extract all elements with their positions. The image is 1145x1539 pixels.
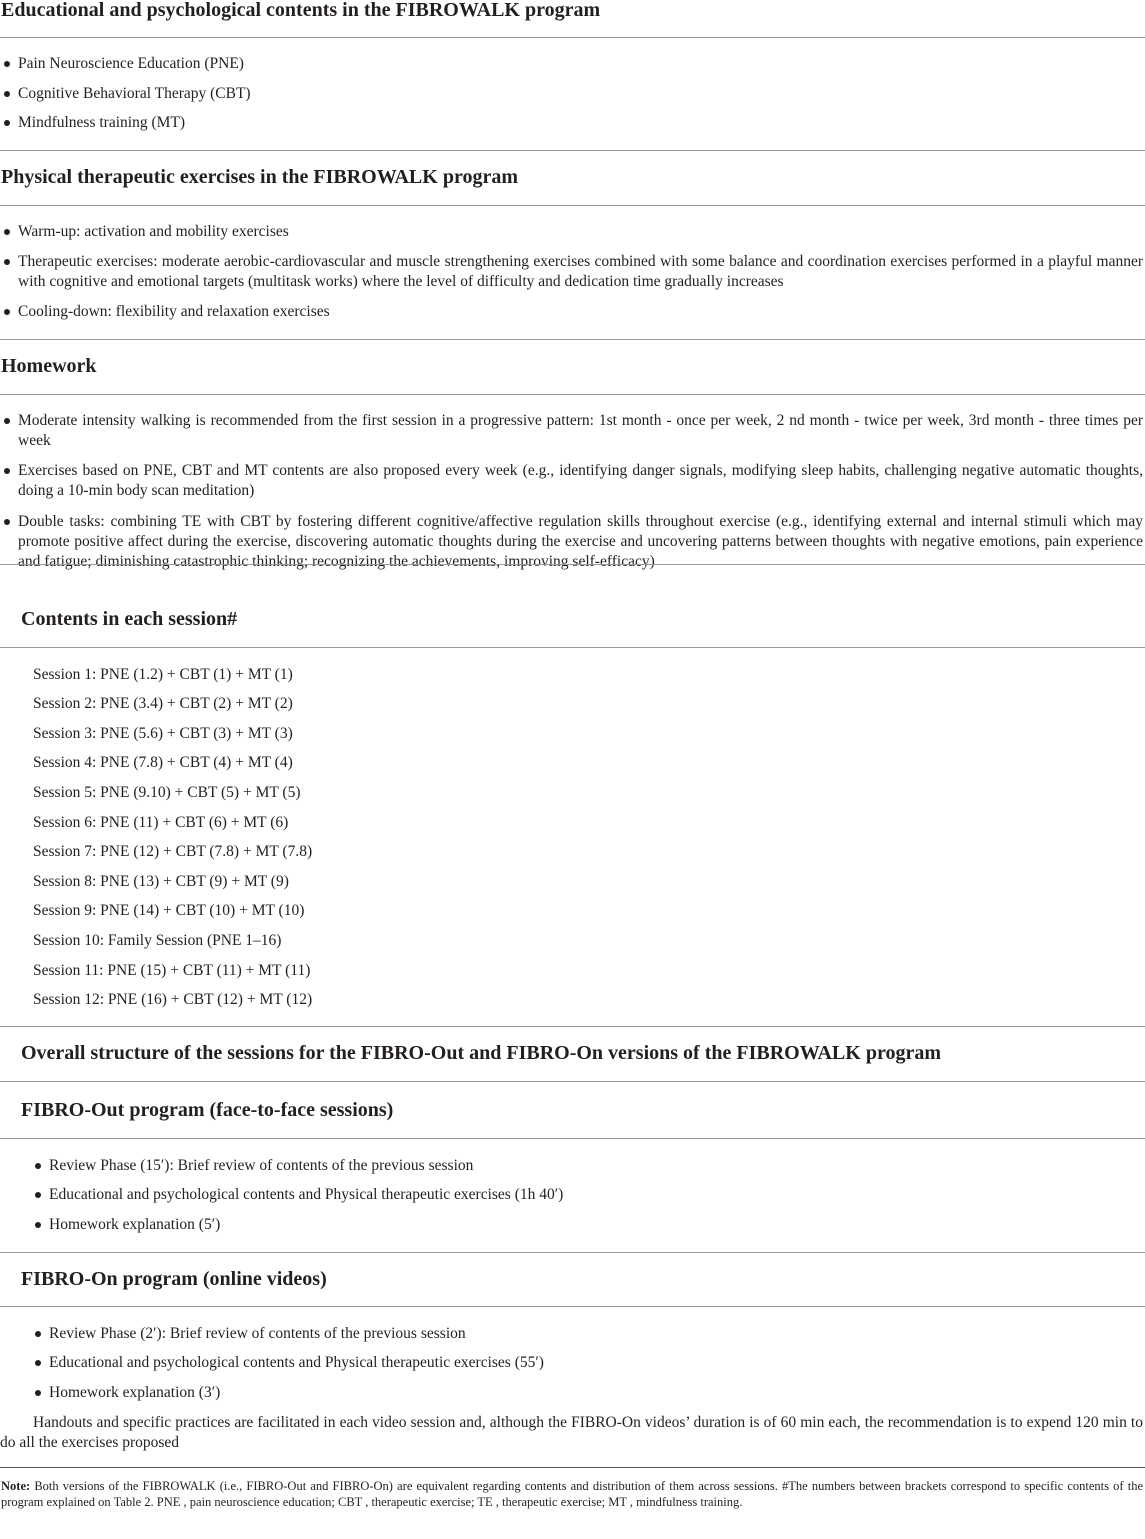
divider — [0, 339, 1145, 340]
section-heading-sessions: Contents in each session# — [21, 608, 238, 630]
section-heading-fibro-on: FIBRO-On program (online videos) — [21, 1268, 327, 1290]
divider — [0, 1026, 1145, 1027]
list-item: Warm-up: activation and mobility exercises — [4, 222, 1143, 242]
list-item: Double tasks: combining TE with CBT by fostering different cognitive/affective regulation skills throughout exercise (e.g., identifying external and internal stimuli which may promote positive affect during the exercise, discovering automatic thoughts during the exercise and uncovering patterns between thoughts with negative emotions, pain experience and fatigue; diminishing catastrophic thinking; recognizing the achievements, improving self-efficacy) — [4, 512, 1143, 572]
list-item: Review Phase (2′): Brief review of contents of the previous session — [35, 1324, 1135, 1344]
bullet-icon — [4, 259, 10, 265]
section-heading-educational: Educational and psychological contents in the FIBROWALK program — [1, 0, 601, 21]
note-text: Both versions of the FIBROWALK (i.e., FIBRO-Out and FIBRO-On) are equivalent regarding contents and distribution of them across sessions. #The numbers between brackets correspond to specific contents of the program explained on Table 2. PNE , pain neuroscience education; CBT , therapeutic exercise; TE , therapeutic exercise; MT , mindfulness training. — [1, 1479, 1143, 1509]
section-heading-homework: Homework — [1, 355, 97, 377]
session-item: Session 12: PNE (16) + CBT (12) + MT (12) — [33, 991, 313, 1008]
list-item: Homework explanation (5′) — [35, 1215, 1135, 1235]
session-item: Session 3: PNE (5.6) + CBT (3) + MT (3) — [33, 725, 293, 742]
list-item: Moderate intensity walking is recommended from the first session in a progressive pattern: 1st month - once per week, 2 nd month - twice per week, 3rd month - three times per week — [4, 411, 1143, 451]
divider — [0, 1467, 1145, 1468]
divider — [0, 37, 1145, 38]
divider — [0, 1306, 1145, 1307]
session-item: Session 2: PNE (3.4) + CBT (2) + MT (2) — [33, 695, 293, 712]
list-item: Homework explanation (3′) — [35, 1383, 1135, 1403]
list-item: Review Phase (15′): Brief review of contents of the previous session — [35, 1156, 1135, 1176]
session-item: Session 4: PNE (7.8) + CBT (4) + MT (4) — [33, 754, 293, 771]
bullet-icon — [4, 61, 10, 67]
session-item: Session 9: PNE (14) + CBT (10) + MT (10) — [33, 902, 305, 919]
divider — [0, 1252, 1145, 1253]
list-item: Pain Neuroscience Education (PNE) — [4, 54, 1139, 74]
divider — [0, 394, 1145, 395]
section-heading-overall: Overall structure of the sessions for the FIBRO-Out and FIBRO-On versions of the FIBROWALK program — [21, 1042, 941, 1064]
bullet-icon — [35, 1331, 41, 1337]
session-item: Session 11: PNE (15) + CBT (11) + MT (11) — [33, 962, 311, 979]
bullet-icon — [4, 229, 10, 235]
session-item: Session 8: PNE (13) + CBT (9) + MT (9) — [33, 873, 289, 890]
bullet-icon — [4, 519, 10, 525]
divider — [0, 150, 1145, 151]
list-item: Mindfulness training (MT) — [4, 113, 1139, 133]
session-item: Session 1: PNE (1.2) + CBT (1) + MT (1) — [33, 666, 293, 683]
list-item: Cooling-down: flexibility and relaxation exercises — [4, 302, 1143, 322]
section-heading-fibro-out: FIBRO-Out program (face-to-face sessions) — [21, 1099, 394, 1121]
bullet-icon — [35, 1360, 41, 1366]
list-item: Cognitive Behavioral Therapy (CBT) — [4, 84, 1139, 104]
divider — [0, 564, 1145, 565]
list-item: Therapeutic exercises: moderate aerobic-cardiovascular and muscle strengthening exercises combined with some balance and coordination exercises performed in a playful manner with cognitive and emotional targets (multitask works) where the level of difficulty and dedication time gradually increases — [4, 252, 1143, 292]
session-item: Session 7: PNE (12) + CBT (7.8) + MT (7.8) — [33, 843, 313, 860]
note-label: Note: — [1, 1479, 31, 1493]
bullet-icon — [35, 1192, 41, 1198]
bullet-icon — [35, 1163, 41, 1169]
list-item: Exercises based on PNE, CBT and MT contents are also proposed every week (e.g., identifying danger signals, modifying sleep habits, challenging negative automatic thoughts, doing a 10-min body scan meditation) — [4, 461, 1143, 501]
bullet-icon — [4, 309, 10, 315]
table-footnote — [1, 1478, 1143, 1510]
divider — [0, 1138, 1145, 1139]
bullet-icon — [4, 120, 10, 126]
divider — [0, 1081, 1145, 1082]
bullet-icon — [4, 91, 10, 97]
session-item: Session 10: Family Session (PNE 1–16) — [33, 932, 282, 949]
bullet-icon — [35, 1390, 41, 1396]
bullet-icon — [4, 418, 10, 424]
bullet-icon — [35, 1222, 41, 1228]
section-heading-physical: Physical therapeutic exercises in the FIBROWALK program — [1, 166, 518, 188]
session-item: Session 5: PNE (9.10) + CBT (5) + MT (5) — [33, 784, 301, 801]
list-item: Educational and psychological contents and Physical therapeutic exercises (1h 40′) — [35, 1185, 1135, 1205]
divider — [0, 647, 1145, 648]
paragraph: Handouts and specific practices are facilitated in each video session and, although the FIBRO-On videos’ duration is of 60 min each, the recommendation is to expend 120 min to do all the exercises proposed — [0, 1414, 1143, 1451]
divider — [0, 205, 1145, 206]
session-item: Session 6: PNE (11) + CBT (6) + MT (6) — [33, 814, 289, 831]
list-item: Educational and psychological contents and Physical therapeutic exercises (55′) — [35, 1353, 1135, 1373]
bullet-icon — [4, 468, 10, 474]
